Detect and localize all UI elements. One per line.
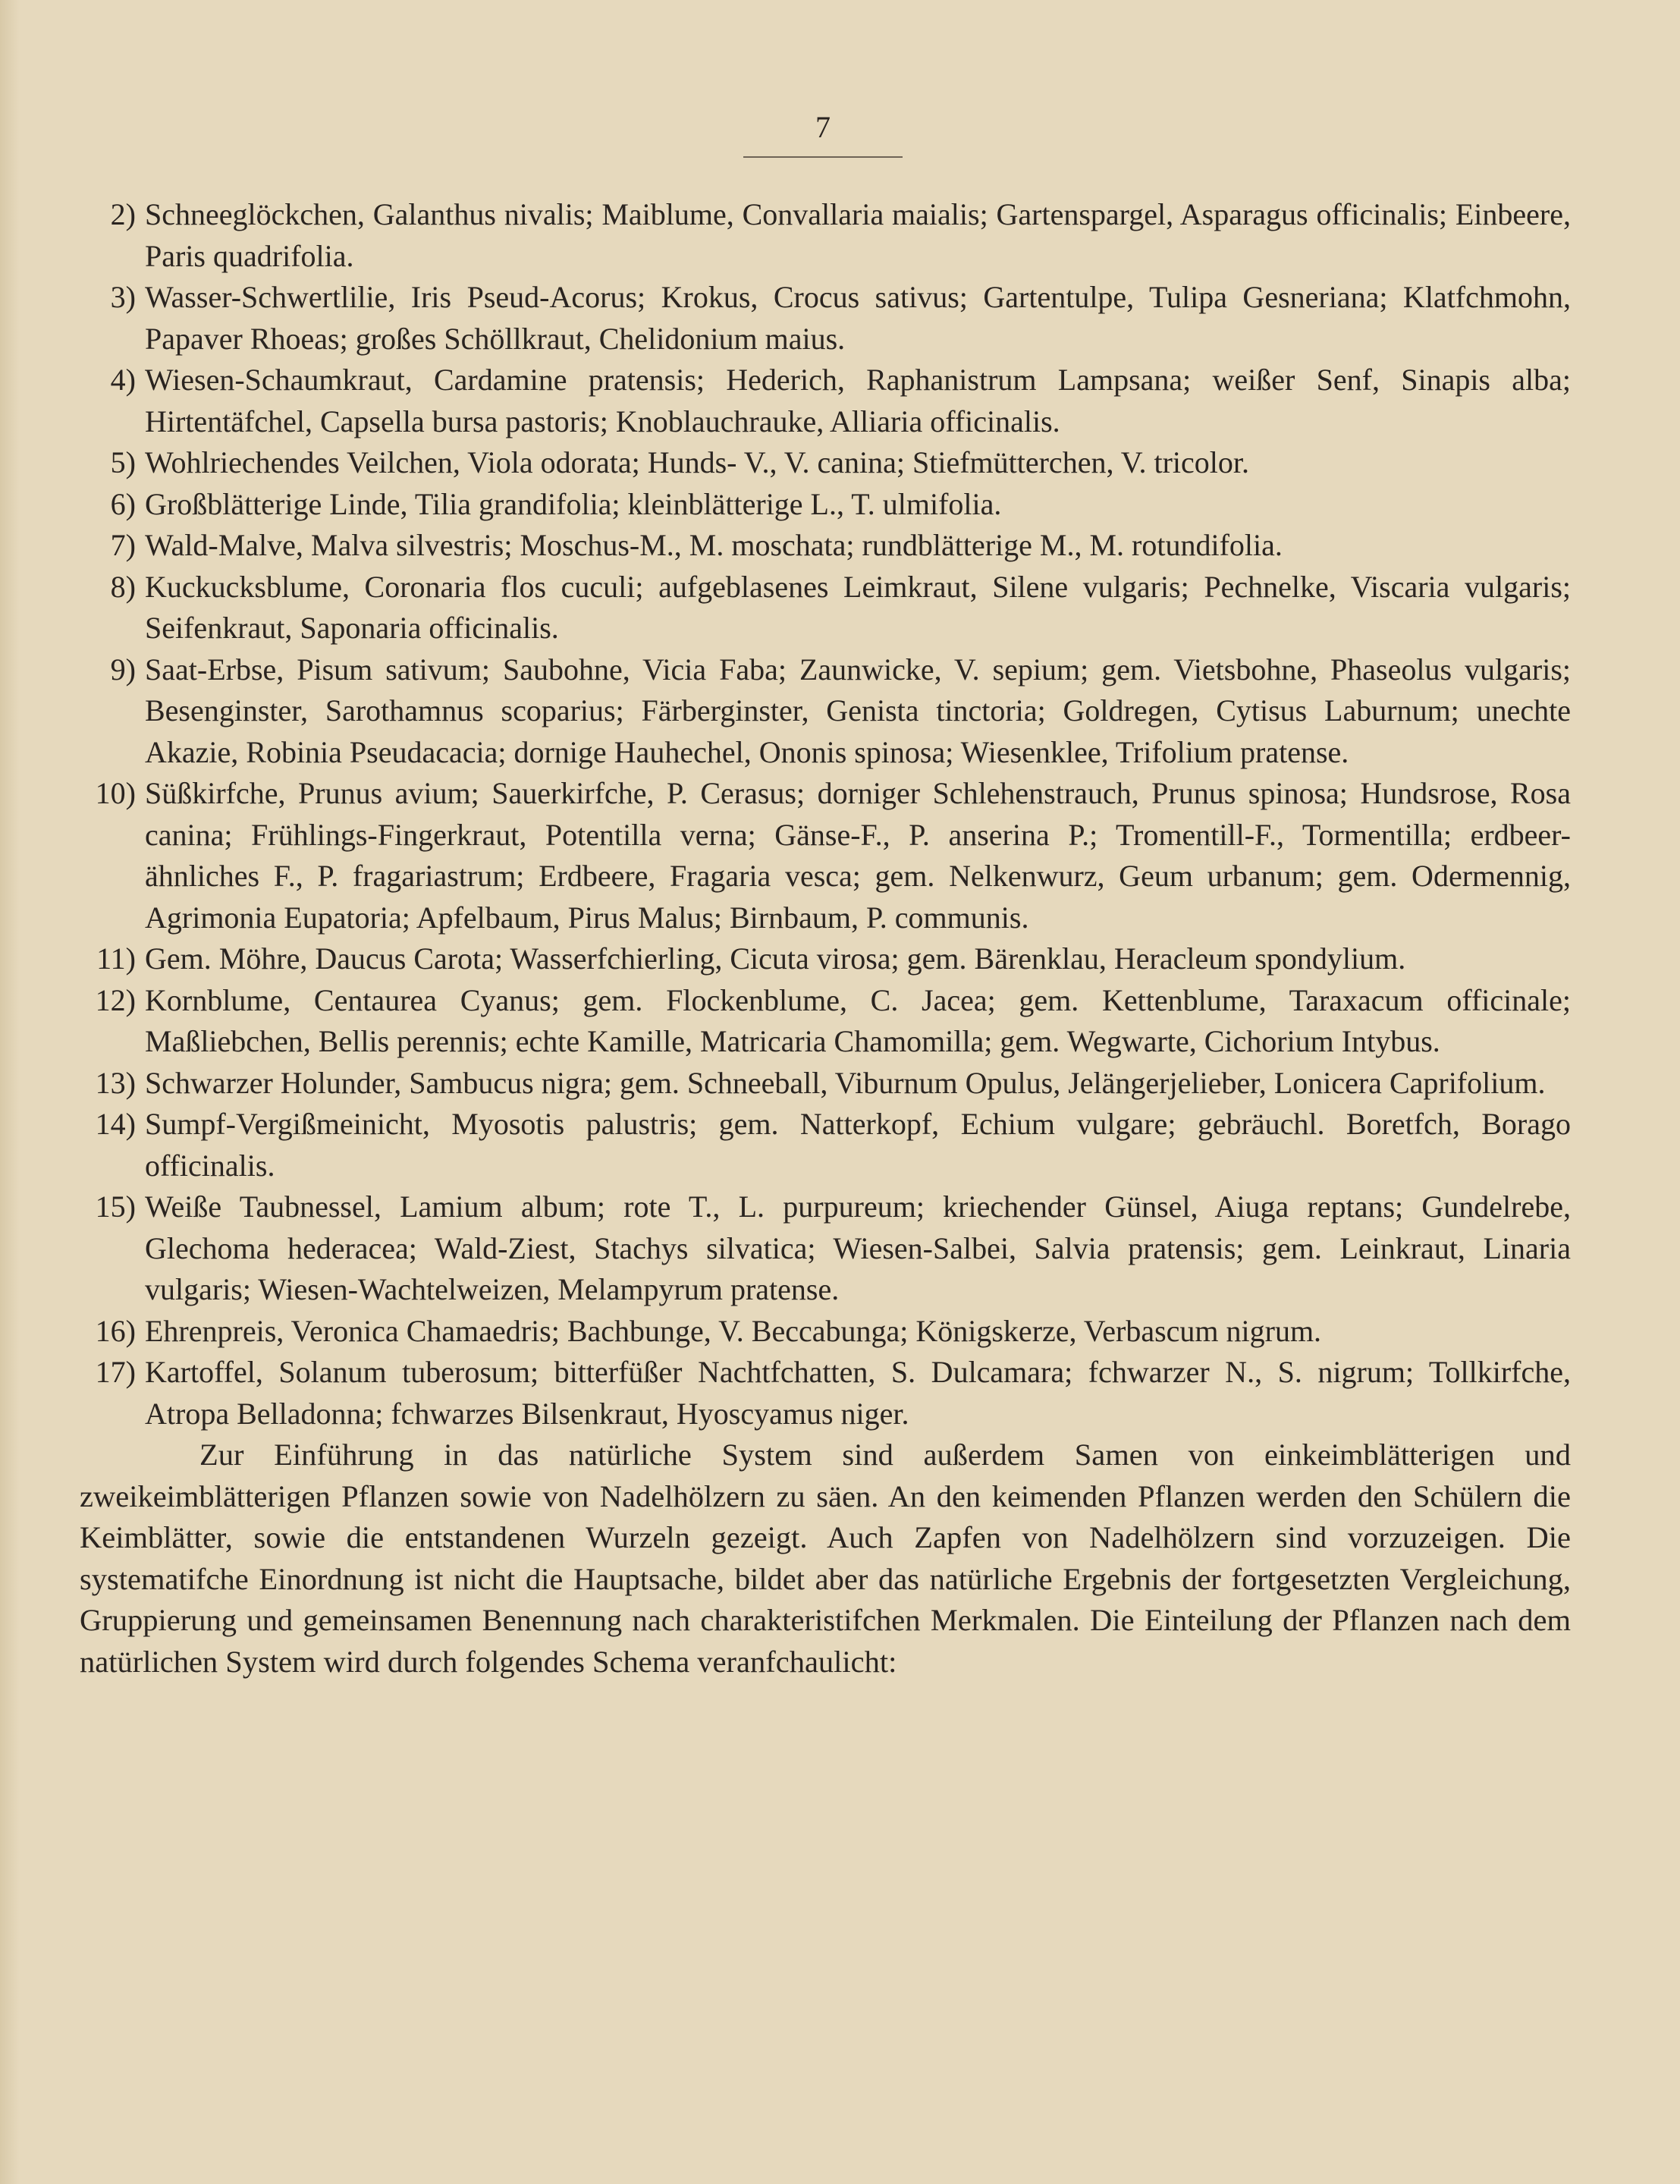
list-item-number: 3)	[110, 280, 136, 314]
list-item-7	[80, 525, 1571, 567]
page-body	[80, 194, 1571, 1683]
list-item-text: Weiße Taubnessel, Lamium album; rote T., L. purpureum; kriechender Günsel, Aiuga reptans; Gundelrebe, Glechoma hederacea; Wald-Ziest, Stachys silvatica; Wiesen-Salbei, Salvia pratensis; gem. Leinkraut, Linaria vulgaris; Wiesen-Wachtelweizen, Melampyrum pratense.	[145, 1189, 1571, 1306]
list-item-number: 12)	[95, 982, 136, 1017]
list-item-text: Ehrenpreis, Veronica Chamaedris; Bachbunge, V. Beccabunga; Königskerze, Verbascum nigrum.	[145, 1313, 1322, 1348]
list-item-8	[80, 567, 1571, 649]
list-item-5	[80, 442, 1571, 484]
list-item-number: 15)	[95, 1189, 136, 1224]
closing-paragraph: Zur Einführung in das natürliche System sind außerdem Samen von einkeimblätterigen und zweikeimblätterigen Pflanzen sowie von Nadelhölzern zu säen. An den keimenden Pflanzen werden den Schülern die Keimblätter, sowie die entstandenen Wurzeln gezeigt. Auch Zapfen von Nadelhölzern sind vorzuzeigen. Die systematifche Einordnung ist nicht die Hauptsache, bildet aber das natürliche Ergebnis der fortgesetzten Vergleichung, Gruppierung und gemeinsamen Benennung nach charakteristifchen Merkmalen. Die Einteilung der Pflanzen nach dem natürlichen System wird durch folgendes Schema veranfchaulicht:	[80, 1438, 1571, 1679]
list-item-number: 13)	[95, 1065, 136, 1100]
list-item-13	[80, 1063, 1571, 1105]
list-item-text: Wald-Malve, Malva silvestris; Moschus-M., M. moschata; rundblätterige M., M. rotundifolia.	[145, 528, 1283, 562]
list-item-text: Sumpf-Vergißmeinicht, Myosotis palustris; gem. Natterkopf, Echium vulgare; gebräuchl. Boretfch, Borago officinalis.	[145, 1107, 1571, 1183]
list-item-number: 7)	[110, 528, 136, 562]
list-item-number: 16)	[95, 1313, 136, 1348]
list-item-17	[80, 1352, 1571, 1435]
list-item-text: Gem. Möhre, Daucus Carota; Wasserfchierling, Cicuta virosa; gem. Bärenklau, Heracleum spondylium.	[145, 941, 1406, 976]
list-item-9	[80, 649, 1571, 774]
list-item-number: 8)	[110, 569, 136, 604]
list-item-text: Wiesen-Schaumkraut, Cardamine pratensis; Hederich, Raphanistrum Lampsana; weißer Senf, Sinapis alba; Hirtentäfchel, Capsella bursa pastoris; Knoblauchrauke, Alliaria officinalis.	[145, 363, 1571, 438]
list-item-12	[80, 980, 1571, 1063]
list-item-number: 10)	[95, 776, 136, 810]
list-item-text: Schwarzer Holunder, Sambucus nigra; gem. Schneeball, Viburnum Opulus, Jelängerjelieber, Lonicera Caprifolium.	[145, 1065, 1546, 1100]
list-item-number: 2)	[110, 197, 136, 231]
list-item-text: Kornblume, Centaurea Cyanus; gem. Flockenblume, C. Jacea; gem. Kettenblume, Taraxacum officinale; Maßliebchen, Bellis perennis; echte Kamille, Matricaria Chamomilla; gem. Wegwarte, Cichorium Intybus.	[145, 982, 1571, 1058]
list-item-number: 17)	[95, 1355, 136, 1389]
page-edge	[0, 0, 20, 2184]
list-item-text: Saat-Erbse, Pisum sativum; Saubohne, Vicia Faba; Zaunwicke, V. sepium; gem. Vietsbohne, Phaseolus vulgaris; Besenginster, Sarothamnus scoparius; Färberginster, Genista tinctoria; Goldregen, Cytisus Laburnum; unechte Akazie, Robinia Pseudacacia; dornige Hauhechel, Ononis spinosa; Wiesenklee, Trifolium pratense.	[145, 652, 1571, 769]
list-item-6	[80, 484, 1571, 526]
list-item-text: Schneeglöckchen, Galanthus nivalis; Maiblume, Convallaria maialis; Gartenspargel, Asparagus officinalis; Einbeere, Paris quadrifolia.	[145, 197, 1571, 273]
list-item-text: Wasser-Schwertlilie, Iris Pseud-Acorus; Krokus, Crocus sativus; Gartentulpe, Tulipa Gesneriana; Klatfchmohn, Papaver Rhoeas; großes Schöllkraut, Chelidonium maius.	[145, 280, 1571, 356]
list-item-text: Großblätterige Linde, Tilia grandifolia; kleinblätterige L., T. ulmifolia.	[145, 486, 1002, 521]
list-item-3	[80, 277, 1571, 360]
list-item-text: Süßkirfche, Prunus avium; Sauerkirfche, P. Cerasus; dorniger Schlehenstrauch, Prunus spinosa; Hundsrose, Rosa canina; Frühlings-Fingerkraut, Potentilla verna; Gänse-F., P. anserina P.; Tromentill-F., Tormentilla; erdbeer-ähnliches F., P. fragariastrum; Erdbeere, Fragaria vesca; gem. Nelkenwurz, Geum urbanum; gem. Odermennig, Agrimonia Eupatoria; Apfelbaum, Pirus Malus; Birnbaum, P. communis.	[145, 776, 1571, 935]
list-item-2	[80, 194, 1571, 277]
list-item-text: Kartoffel, Solanum tuberosum; bitterfüßer Nachtfchatten, S. Dulcamara; fchwarzer N., S. nigrum; Tollkirfche, Atropa Belladonna; fchwarzes Bilsenkraut, Hyoscyamus niger.	[145, 1355, 1571, 1431]
list-item-4	[80, 360, 1571, 442]
list-item-number: 4)	[110, 363, 136, 397]
list-item-number: 11)	[96, 941, 136, 976]
list-item-number: 6)	[110, 486, 136, 521]
list-item-number: 14)	[95, 1107, 136, 1141]
list-item-16	[80, 1311, 1571, 1353]
page-number: 7	[815, 110, 831, 144]
list-item-number: 9)	[110, 652, 136, 687]
list-item-11	[80, 938, 1571, 980]
list-item-text: Kuckucksblume, Coronaria flos cuculi; aufgeblasenes Leimkraut, Silene vulgaris; Pechnelke, Viscaria vulgaris; Seifenkraut, Saponaria officinalis.	[145, 569, 1571, 645]
list-item-10	[80, 773, 1571, 938]
list-item-15	[80, 1186, 1571, 1311]
list-item-text: Wohlriechendes Veilchen, Viola odorata; Hunds- V., V. canina; Stiefmütterchen, V. tricolor.	[145, 445, 1249, 479]
list-item-number: 5)	[110, 445, 136, 479]
list-item-14	[80, 1104, 1571, 1186]
page-number-rule	[743, 156, 903, 158]
